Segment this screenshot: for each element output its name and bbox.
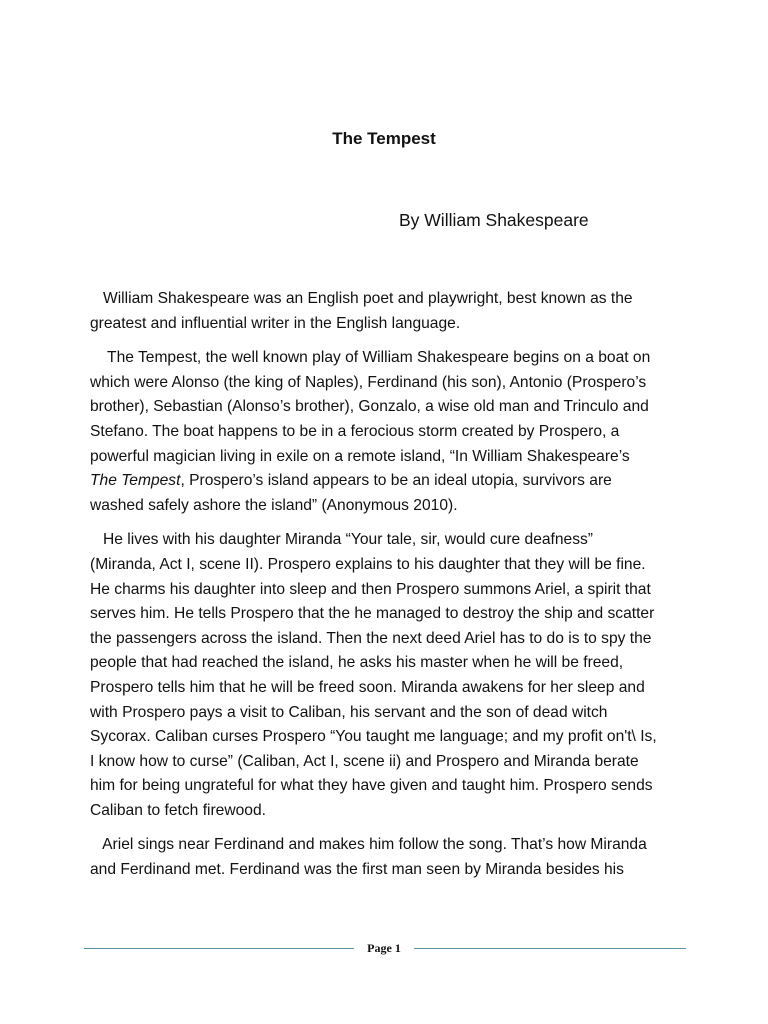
text-line: I know how to curse” (Caliban, Act I, scene ii) and Prospero and Miranda berate <box>90 752 639 770</box>
text-line: powerful magician living in exile on a remote island, “In William Shakespeare’s <box>90 447 630 465</box>
text-line: He charms his daughter into sleep and then Prospero summons Ariel, a spirit that <box>90 580 651 598</box>
text-line: Prospero tells him that he will be freed soon. Miranda awakens for her sleep and <box>90 678 645 696</box>
text-line: people that had reached the island, he asks his master when he will be freed, <box>90 654 624 672</box>
text-line: The Tempest, the well known play of William Shakespeare begins on a boat on <box>90 349 651 367</box>
text-line: Caliban to fetch firewood. <box>90 801 266 819</box>
text-line-mixed <box>90 469 686 494</box>
text-line: with Prospero pays a visit to Caliban, his servant and the son of dead witch <box>90 703 608 721</box>
text-line: which were Alonso (the king of Naples), Ferdinand (his son), Antonio (Prospero’s <box>90 373 647 391</box>
document-byline: By William Shakespeare <box>399 210 589 230</box>
page-footer <box>84 938 686 960</box>
footer-rule-left <box>84 948 354 949</box>
text-fragment: , Prospero’s island appears to be an ideal utopia, survivors are <box>180 472 612 490</box>
text-line: (Miranda, Act I, scene II). Prospero explains to his daughter that they will be fine. <box>90 555 646 573</box>
document-title: The Tempest <box>332 129 436 148</box>
text-line: washed safely ashore the island” (Anonymous 2010). <box>90 496 458 514</box>
text-line: the passengers across the island. Then the next deed Ariel has to do is to spy the <box>90 629 652 647</box>
paragraph-intro <box>90 287 686 336</box>
text-line: William Shakespeare was an English poet and playwright, best known as the <box>90 290 633 307</box>
text-line: and Ferdinand met. Ferdinand was the first man seen by Miranda besides his <box>90 861 624 879</box>
italic-title: The Tempest <box>90 472 181 490</box>
paragraph-ariel-song <box>90 833 686 882</box>
text-line: Sycorax. Caliban curses Prospero “You taught me language; and my profit on't\ Is, <box>90 728 657 746</box>
text-line: greatest and influential writer in the English language. <box>90 314 461 332</box>
text-line: him for being ungrateful for what they have given and taught him. Prospero sends <box>90 777 653 795</box>
paragraph-miranda-caliban <box>90 528 686 823</box>
text-line: brother), Sebastian (Alonso’s brother), Gonzalo, a wise old man and Trinculo and <box>90 398 649 416</box>
page-number: Page 1 <box>367 941 401 955</box>
text-line: Ariel sings near Ferdinand and makes him follow the song. That’s how Miranda <box>90 836 647 854</box>
text-line: He lives with his daughter Miranda “Your tale, sir, would cure deafness” <box>90 531 594 549</box>
paragraph-plot-opening <box>90 346 686 518</box>
text-line: serves him. He tells Prospero that the he managed to destroy the ship and scatter <box>90 605 655 623</box>
text-line: Stefano. The boat happens to be in a ferocious storm created by Prospero, a <box>90 422 620 440</box>
footer-rule-right <box>414 948 686 949</box>
document-body <box>90 287 686 893</box>
